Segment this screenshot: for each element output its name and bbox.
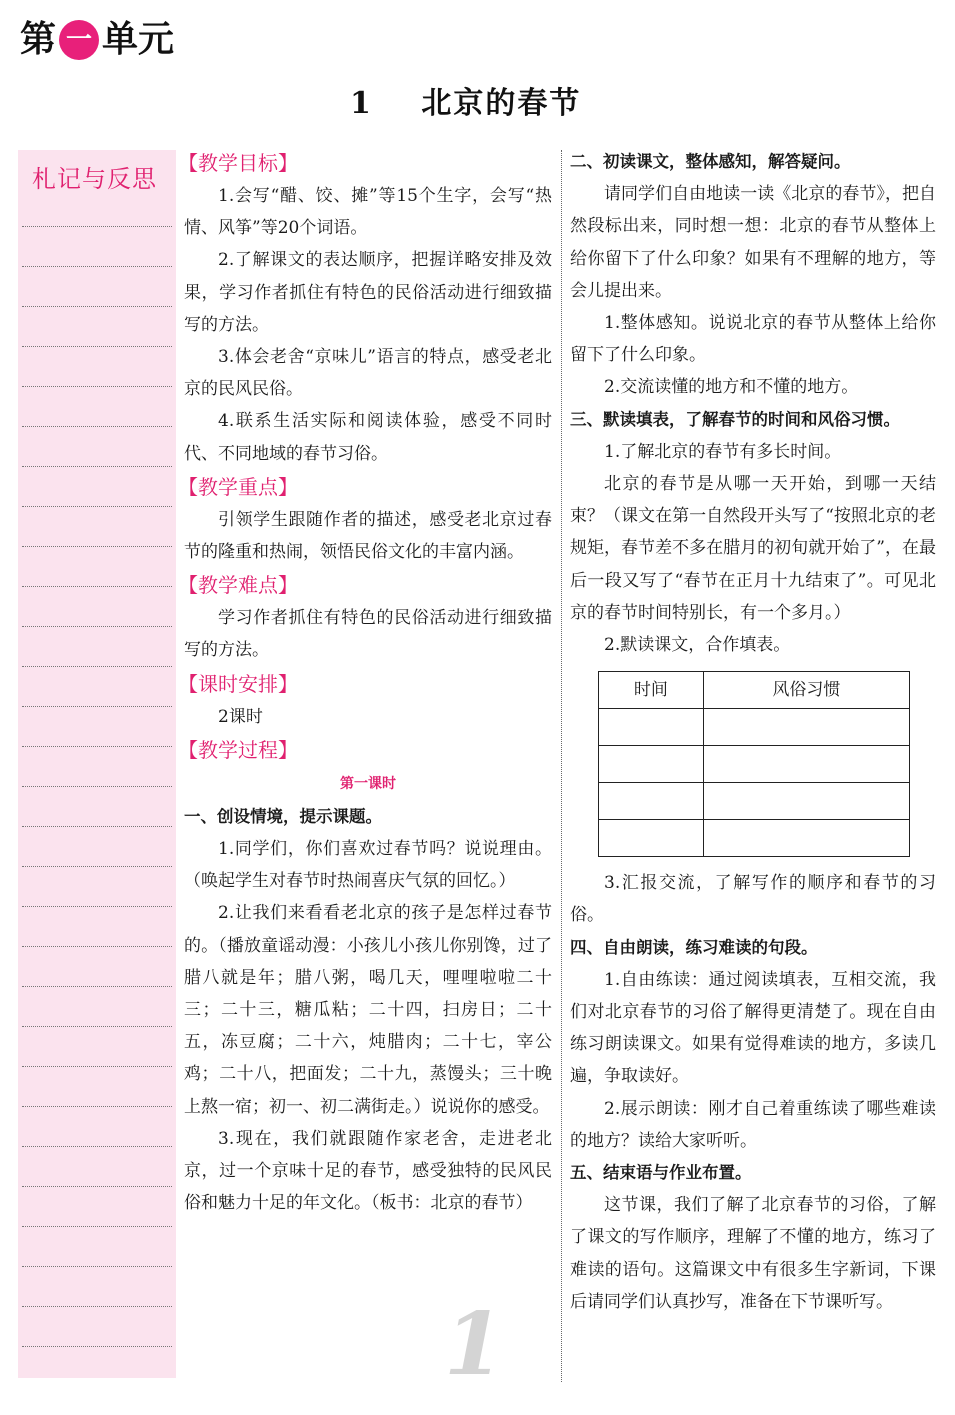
note-line — [22, 1346, 172, 1347]
step-title: 五、结束语与作业布置。 — [570, 1163, 752, 1183]
unit-prefix: 第 — [20, 19, 57, 60]
goal-item: 2.了解课文的表达顺序，把握详略安排及效果，学习作者抓住有特色的民俗活动进行细致描写的方法。 — [184, 250, 552, 335]
table-row — [599, 783, 910, 820]
note-line — [22, 346, 172, 347]
goal-item: 4.联系生活实际和阅读体验，感受不同时代、不同地域的春节习俗。 — [184, 411, 552, 464]
unit-number-badge: 一 — [59, 20, 99, 60]
table-cell[interactable] — [599, 783, 704, 820]
note-line — [22, 786, 172, 787]
right-column — [570, 146, 936, 1318]
custom-table — [598, 671, 910, 857]
step-item: 1.自由练读：通过阅读填表，互相交流，我们对北京春节的习俗了解得更清楚了。现在自由练习朗读课文。如果有觉得难读的地方，多读几遍，争取读好。 — [570, 969, 936, 1087]
left-column — [178, 146, 552, 1219]
step-intro: 请同学们自由地读一读《北京的春节》，把自然段标出来，同时想一想：北京的春节从整体上给你留下了什么印象？如果有不理解的地方，等会儿提出来。 — [570, 184, 936, 301]
step-item: 3.汇报交流，了解写作的顺序和春节的习俗。 — [570, 873, 936, 926]
schedule-text: 2课时 — [218, 706, 263, 727]
note-line — [22, 1146, 172, 1147]
lesson-number: 1 — [350, 86, 373, 121]
note-line — [22, 826, 172, 827]
table-cell[interactable] — [703, 783, 909, 820]
note-line — [22, 906, 172, 907]
step-title: 二、初读课文，整体感知，解答疑问。 — [570, 152, 851, 171]
note-line — [22, 546, 172, 547]
step-title: 一、创设情境，提示课题。 — [184, 806, 382, 826]
note-line — [22, 866, 172, 867]
table-row — [599, 709, 910, 746]
unit-title — [20, 18, 174, 62]
note-line — [22, 226, 172, 227]
note-line — [22, 386, 172, 387]
difficulty-heading: 【教学难点】 — [178, 573, 298, 598]
lesson-title — [350, 84, 581, 124]
step-title: 三、默读填表，了解春节的时间和风俗习惯。 — [570, 409, 900, 429]
note-line — [22, 986, 172, 987]
focus-heading: 【教学重点】 — [178, 474, 298, 499]
step-item: 1.同学们，你们喜欢过春节吗？说说理由。（唤起学生对春节时热闹喜庆气氛的回忆。） — [184, 839, 552, 892]
process-heading: 【教学过程】 — [178, 737, 298, 762]
note-line — [22, 1106, 172, 1107]
table-header: 风俗习惯 — [703, 672, 909, 709]
note-line — [22, 1186, 172, 1187]
note-line — [22, 1026, 172, 1027]
lesson-title-text: 北京的春节 — [421, 86, 582, 121]
step-item: 3.现在，我们就跟随作家老舍，走进老北京，过一个京味十足的春节，感受独特的民风民俗和魅力十足的年文化。（板书：北京的春节） — [184, 1128, 552, 1214]
goal-heading: 【教学目标】 — [178, 151, 298, 175]
note-line — [22, 1066, 172, 1067]
note-line — [22, 306, 172, 307]
sidebar-title: 札记与反思 — [32, 165, 157, 193]
notes-sidebar — [18, 150, 176, 1378]
table-cell[interactable] — [599, 820, 704, 857]
note-line — [22, 1226, 172, 1227]
goal-item: 3.体会老舍“京味儿”语言的特点，感受老北京的民风民俗。 — [184, 347, 552, 400]
note-line — [22, 706, 172, 707]
note-line — [22, 746, 172, 747]
schedule-heading: 【课时安排】 — [178, 671, 298, 696]
step-item: 2.让我们来看看老北京的孩子是怎样过春节的。（播放童谣动漫：小孩儿小孩儿你别馋，过了腊八就是年；腊八粥，喝几天，哩哩啦啦二十三；二十三，糖瓜粘；二十四，扫房日；二十五，冻豆腐；二十六，炖腊肉；二十七，宰公鸡；二十八，把面发；二十九，蒸馒头；三十晚上熬一宿；初一、初二满街走。）说说你的感受。 — [184, 903, 552, 1117]
table-cell[interactable] — [703, 820, 909, 857]
note-line — [22, 466, 172, 467]
step-item: 1.了解北京的春节有多长时间。 — [604, 441, 842, 462]
difficulty-text: 学习作者抓住有特色的民俗活动进行细致描写的方法。 — [184, 608, 552, 661]
note-line — [22, 626, 172, 627]
table-cell[interactable] — [599, 746, 704, 783]
step-paragraph: 这节课，我们了解了北京春节的习俗，了解了课文的写作顺序，理解了不懂的地方，练习了难读的语句。这篇课文中有很多生字新词，下课后请同学们认真抄写，准备在下节课听写。 — [570, 1195, 936, 1312]
step-paragraph: 北京的春节是从哪一天开始，到哪一天结束？（课文在第一自然段开头写了“按照北京的老规矩，春节差不多在腊月的初旬就开始了”，在最后一段又写了“春节在正月十九结束了”。可见北京的春节时间特别长，有一个多月。） — [570, 474, 936, 623]
note-line — [22, 946, 172, 947]
note-line — [22, 426, 172, 427]
table-header-row — [599, 672, 910, 709]
table-cell[interactable] — [703, 746, 909, 783]
unit-suffix: 单元 — [102, 19, 175, 60]
note-line — [22, 1306, 172, 1307]
table-header: 时间 — [599, 672, 704, 709]
table-cell[interactable] — [703, 709, 909, 746]
note-line — [22, 506, 172, 507]
focus-text: 引领学生跟随作者的描述，感受老北京过春节的隆重和热闹，领悟民俗文化的丰富内涵。 — [184, 509, 552, 563]
period-title: 第一课时 — [340, 775, 396, 792]
note-line — [22, 666, 172, 667]
step-item: 1.整体感知。说说北京的春节从整体上给你留下了什么印象。 — [570, 313, 936, 366]
step-item: 2.展示朗读：刚才自己着重练读了哪些难读的地方？读给大家听听。 — [570, 1098, 936, 1151]
note-line — [22, 266, 172, 267]
page-number: 1 — [444, 1294, 504, 1395]
column-divider — [561, 150, 562, 1382]
step-title: 四、自由朗读，练习难读的句段。 — [570, 937, 818, 957]
table-row — [599, 820, 910, 857]
note-line — [22, 586, 172, 587]
step-item: 2.默读课文，合作填表。 — [604, 635, 791, 656]
step-item: 2.交流读懂的地方和不懂的地方。 — [604, 377, 859, 398]
table-cell[interactable] — [599, 709, 704, 746]
goal-item: 1.会写“醋、饺、摊”等15个生字，会写“热情、风筝”等20个词语。 — [184, 186, 552, 239]
table-row — [599, 746, 910, 783]
note-line — [22, 1266, 172, 1267]
